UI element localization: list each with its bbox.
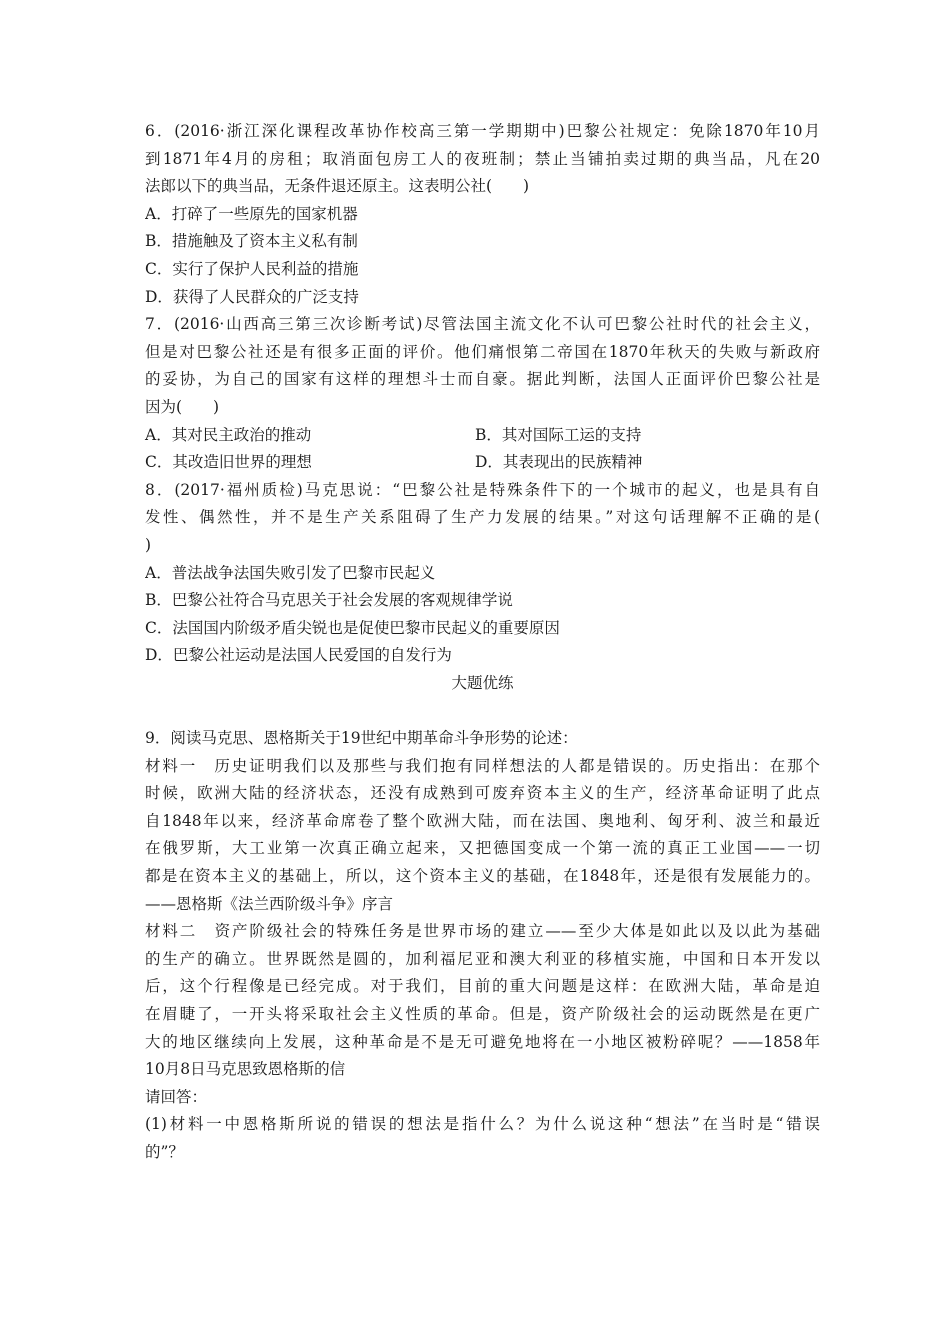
question-7-options-row-1: [145, 422, 820, 450]
question-6-line-2: 到1871年4月的房租；取消面包房工人的夜班制；禁止当铺拍卖过期的典当品，凡在20: [145, 149, 820, 168]
material-2: [145, 918, 820, 1084]
sub-question-1-line-1: (1)材料一中恩格斯所说的错误的想法是指什么？为什么说这种“想法”在当时是“错误: [145, 1115, 820, 1134]
question-7-option-b: B．其对国际工运的支持: [475, 425, 642, 444]
question-8-option-d: D．巴黎公社运动是法国人民爱国的自发行为: [145, 646, 452, 665]
question-6-line-3: 法郎以下的典当品，无条件退还原主。这表明公社( ): [145, 177, 530, 196]
material-1-line-4: 在俄罗斯，大工业第一次真正确立起来，又把德国变成一个第一流的真正工业国——一切: [145, 839, 820, 858]
question-8-option-c: C．法国国内阶级矛盾尖锐也是促使巴黎市民起义的重要原因: [145, 618, 560, 637]
question-8-option-b: B．巴黎公社符合马克思关于社会发展的客观规律学说: [145, 591, 513, 610]
question-7-option-a: A．其对民主政治的推动: [145, 425, 312, 444]
document-page: [145, 118, 820, 1167]
question-9: [145, 725, 820, 1167]
question-8-option-a: A．普法战争法国失败引发了巴黎市民起义: [145, 563, 436, 582]
question-7-line-3: 的妥协，为自己的国家有这样的理想斗士而自豪。据此判断，法国人正面评价巴黎公社是: [145, 370, 820, 389]
material-2-line-4: 在眉睫了，一开头将采取社会主义性质的革命。但是，资产阶级社会的运动既然是在更广: [145, 1005, 820, 1023]
section-spacer: [145, 697, 820, 725]
sub-question-1-line-2: 的”？: [145, 1142, 184, 1161]
question-6: [145, 118, 820, 311]
material-2-line-1: 材料二 资产阶级社会的特殊任务是世界市场的建立——至少大体是如此以及以此为基础: [145, 922, 820, 941]
material-2-line-3: 后，这个行程像是已经完成。对于我们，目前的重大问题是这样：在欧洲大陆，革命是迫: [145, 977, 820, 996]
question-8-line-1: 8．(2017·福州质检)马克思说：“巴黎公社是特殊条件下的一个城市的起义，也是具有自: [145, 480, 820, 499]
section-title: 大题优练: [451, 673, 514, 692]
question-6-line-1: 6．(2016·浙江深化课程改革协作校高三第一学期期中)巴黎公社规定：免除1870年10月: [145, 122, 820, 140]
question-8-line-2: 发性、偶然性，并不是生产关系阻碍了生产力发展的结果。”对这句话理解不正确的是(: [145, 508, 820, 527]
question-7-line-4: 因为( ): [145, 397, 220, 416]
question-7-option-c: C．其改造旧世界的理想: [145, 453, 312, 472]
question-6-option-c: C．实行了保护人民利益的措施: [145, 259, 359, 278]
question-7: [145, 311, 820, 477]
material-2-line-2: 的生产的确立。世界既然是圆的，加利福尼亚和澳大利亚的移植实施，中国和日本开发以: [145, 949, 820, 968]
material-2-source: 10月8日马克思致恩格斯的信: [145, 1060, 346, 1079]
question-7-option-d: D．其表现出的民族精神: [475, 453, 643, 472]
material-1-line-5: 都是在资本主义的基础上，所以，这个资本主义的基础，在1848年，还是很有发展能力的。: [145, 867, 820, 886]
material-1-line-2: 时候，欧洲大陆的经济状态，还没有成熟到可废弃资本主义的生产，经济革命证明了此点: [145, 784, 820, 803]
question-6-option-b: B．措施触及了资本主义私有制: [145, 232, 358, 251]
material-1-source: ——恩格斯《法兰西阶级斗争》序言: [145, 894, 394, 913]
question-6-option-a: A．打碎了一些原先的国家机器: [145, 204, 358, 223]
question-7-line-1: 7．(2016·山西高三第三次诊断考试)尽管法国主流文化不认可巴黎公社时代的社会主义，: [145, 315, 820, 334]
question-7-line-2: 但是对巴黎公社还是有很多正面的评价。他们痛恨第二帝国在1870年秋天的失败与新政府: [145, 342, 820, 361]
material-1: [145, 753, 820, 919]
answer-prompt: 请回答：: [145, 1087, 208, 1106]
question-8: [145, 477, 820, 670]
question-7-options-row-2: [145, 449, 820, 477]
question-9-intro: 9．阅读马克思、恩格斯关于19世纪中期革命斗争形势的论述：: [145, 729, 578, 748]
material-1-line-1: 材料一 历史证明我们以及那些与我们抱有同样想法的人都是错误的。历史指出：在那个: [145, 756, 820, 775]
material-2-line-5: 大的地区继续向上发展，这种革命是不是无可避免地将在一小地区被粉碎呢？——1858年: [145, 1032, 820, 1051]
question-6-option-d: D．获得了人民群众的广泛支持: [145, 287, 359, 306]
question-8-line-3: ): [145, 535, 152, 554]
material-1-line-3: 自1848年以来，经济革命席卷了整个欧洲大陆，而在法国、奥地利、匈牙利、波兰和最近: [145, 811, 820, 830]
